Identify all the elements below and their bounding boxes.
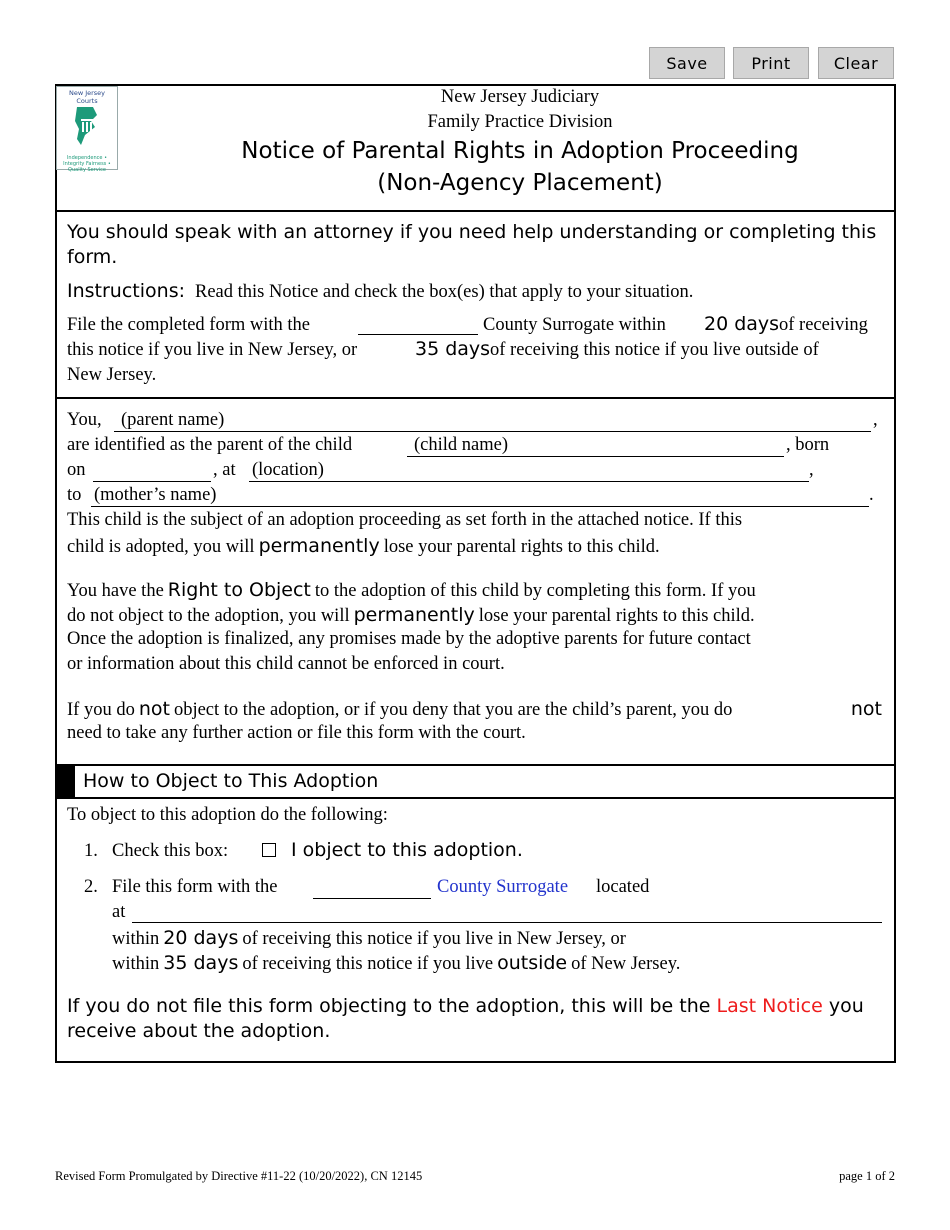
print-button[interactable]: Print: [733, 47, 809, 79]
days-35-b: 35 days: [163, 952, 239, 974]
last-notice-line2: receive about the adoption.: [67, 1020, 331, 1042]
child-name-line: [407, 456, 784, 457]
at-label: , at: [213, 460, 236, 480]
division-name: Family Practice Division: [427, 112, 613, 132]
text: of receiving this notice if you live in New Jersey, or: [242, 929, 626, 949]
clear-button[interactable]: Clear: [818, 47, 894, 79]
born-label: , born: [786, 435, 830, 455]
instructions-label: Instructions:: [67, 280, 185, 302]
step1-text: Check this box:: [112, 841, 229, 861]
days-20-b: 20 days: [163, 927, 239, 949]
right-paragraph-line2: [67, 604, 755, 627]
right-paragraph-line3: Once the adoption is finalized, any promises made by the adoptive parents for future contact: [67, 629, 751, 649]
on-label: on: [67, 460, 86, 480]
you-label: You,: [67, 410, 102, 430]
file-instructions-f: New Jersey.: [67, 365, 157, 385]
child-name-field[interactable]: (child name): [414, 435, 508, 455]
emphasis-not: not: [850, 698, 882, 720]
text: of receiving this notice if you live: [242, 954, 494, 974]
attorney-notice-line1: You should speak with an attorney if you need help understanding or completing this: [67, 221, 877, 243]
judiciary-name: New Jersey Judiciary: [440, 87, 600, 107]
last-notice-line1: [67, 995, 864, 1017]
county-surrogate-link[interactable]: County Surrogate: [437, 877, 569, 897]
within-line-1: [112, 927, 626, 950]
object-intro: To object to this adoption do the following:: [67, 805, 388, 825]
comma-2: ,: [809, 460, 814, 480]
file-instructions-b: County Surrogate within: [483, 315, 666, 335]
text: lose your parental rights to this child.: [478, 606, 755, 626]
text: do not object to the adoption, you will: [67, 606, 350, 626]
logo-title: New Jersey Courts: [68, 89, 106, 105]
section-divider-bottom: [55, 797, 896, 799]
no-action-paragraph-line2: need to take any further action or file this form with the court.: [67, 723, 526, 743]
page-title: Notice of Parental Rights in Adoption Proceeding: [241, 138, 799, 164]
text: lose your parental rights to this child.: [383, 537, 660, 557]
step1-number: 1.: [84, 841, 98, 861]
right-paragraph-line4: or information about this child cannot be enforced in court.: [67, 654, 505, 674]
text: to the adoption of this child by completing this form. If you: [314, 581, 756, 601]
text: of New Jersey.: [571, 954, 681, 974]
logo-tagline: Independence • Integrity Fairness • Quality Service: [63, 155, 111, 173]
section-marker: [57, 766, 75, 798]
location-field[interactable]: (location): [252, 460, 324, 480]
section-divider-top: [55, 764, 896, 766]
footer-revision: Revised Form Promulgated by Directive #11-22 (10/20/2022), CN 12145: [55, 1169, 423, 1183]
text: If you do not file this form objecting to the adoption, this will be the: [67, 995, 711, 1017]
county-blank-1[interactable]: [358, 334, 478, 335]
subject-paragraph-line1: This child is the subject of an adoption proceeding as set forth in the attached notice. If this: [67, 510, 743, 530]
parent-name-line: [114, 431, 871, 432]
text: you: [828, 995, 864, 1017]
to-label: to: [67, 485, 82, 505]
location-line: [249, 481, 809, 482]
county-blank-2[interactable]: [313, 898, 431, 899]
within-line-2: [112, 952, 680, 975]
page-number: page 1 of 2: [839, 1169, 895, 1183]
period: .: [869, 485, 874, 505]
text: object to the adoption, or if you deny that you are the child’s parent, you do: [173, 700, 733, 720]
child-prefix: are identified as the parent of the child: [67, 435, 353, 455]
file-instructions-c: of receiving: [779, 315, 868, 335]
right-paragraph-line1: [67, 579, 756, 602]
mother-name-field[interactable]: (mother’s name): [94, 485, 217, 505]
step2-number: 2.: [84, 877, 98, 897]
object-checkbox-label: I object to this adoption.: [291, 839, 523, 861]
instructions: [67, 280, 693, 303]
emphasis-outside: outside: [497, 952, 568, 974]
last-notice-emphasis: Last Notice: [716, 995, 823, 1017]
text: child is adopted, you will: [67, 537, 255, 557]
parent-name-field[interactable]: (parent name): [121, 410, 225, 430]
comma-1: ,: [873, 410, 878, 430]
surrogate-address-field[interactable]: [132, 922, 882, 923]
instructions-text: Read this Notice and check the box(es) that apply to your situation.: [195, 282, 694, 302]
no-action-paragraph-line1: [67, 698, 882, 721]
header-divider: [55, 210, 896, 212]
subject-paragraph-line2: [67, 535, 660, 558]
located-label: located: [596, 877, 650, 897]
emphasis-not: not: [138, 698, 170, 720]
days-20: 20 days: [704, 313, 780, 335]
birth-date-field[interactable]: [93, 481, 211, 482]
file-instructions-e: of receiving this notice if you live outside of: [490, 340, 819, 360]
attorney-notice-line2: form.: [67, 246, 118, 268]
step2-text: File this form with the: [112, 877, 278, 897]
section-heading: How to Object to This Adoption: [83, 770, 379, 792]
days-35: 35 days: [415, 338, 491, 360]
text: within: [112, 954, 160, 974]
file-instructions-a: File the completed form with the: [67, 315, 311, 335]
emphasis-permanently: permanently: [353, 604, 475, 626]
at-label-2: at: [112, 902, 126, 922]
text: You have the: [67, 581, 164, 601]
file-instructions-d: this notice if you live in New Jersey, or: [67, 340, 358, 360]
intro-divider: [55, 397, 896, 399]
text: If you do: [67, 700, 135, 720]
text: within: [112, 929, 160, 949]
emphasis-right-to-object: Right to Object: [167, 579, 311, 601]
save-button[interactable]: Save: [649, 47, 725, 79]
object-checkbox[interactable]: [262, 843, 276, 857]
emphasis-permanently: permanently: [258, 535, 380, 557]
page-subtitle: (Non-Agency Placement): [377, 170, 663, 196]
mother-name-line: [91, 506, 869, 507]
